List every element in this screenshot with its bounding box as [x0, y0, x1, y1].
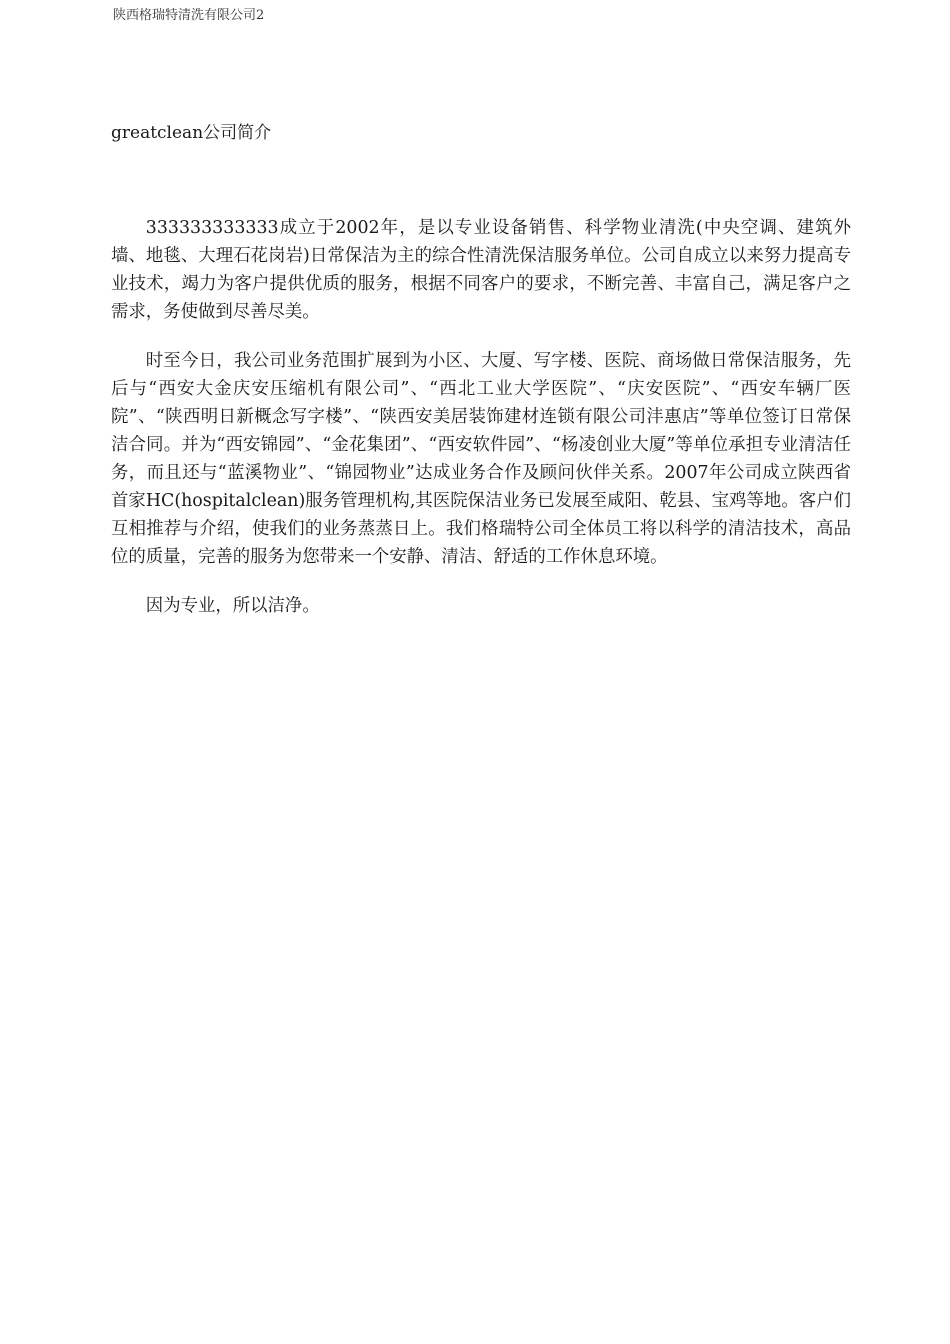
paragraph-slogan: 因为专业，所以洁净。 [145, 596, 320, 616]
paragraph-intro: 333333333333成立于2002年，是以专业设备销售、科学物业清洗(中央空调、建筑外墙、地毯、大理石花岗岩)日常保洁为主的综合性清洗保洁服务单位。公司自成立以来努力提高专业技术，竭力为客户提供优质的服务，根据不同客户的要求，不断完善、丰富自己，满足客户之需求，务使做到尽善尽美。 [111, 218, 851, 322]
document-body [111, 214, 851, 641]
paragraph-business-scope: 时至今日，我公司业务范围扩展到为小区、大厦、写字楼、医院、商场做日常保洁服务，先后与“西安大金庆安压缩机有限公司”、“西北工业大学医院”、“庆安医院”、“西安车辆厂医院”、“陕西明日新概念写字楼”、“陕西安美居装饰建材连锁有限公司沣惠店”等单位签订日常保洁合同。并为“西安锦园”、“金花集团”、“西安软件园”、“杨凌创业大厦”等单位承担专业清洁任务，而且还与“蓝溪物业”、“锦园物业”达成业务合作及顾问伙伴关系。2007年公司成立陕西省首家HC(hospitalclean)服务管理机构,其医院保洁业务已发展至咸阳、乾县、宝鸡等地。客户们互相推荐与介绍，使我们的业务蒸蒸日上。我们格瑞特公司全体员工将以科学的清洁技术，高品位的质量，完善的服务为您带来一个安静、清洁、舒适的工作休息环境。 [111, 351, 851, 567]
document-title: greatclean公司简介 [111, 123, 272, 143]
page-header: 陕西格瑞特清洗有限公司2 [113, 8, 265, 23]
